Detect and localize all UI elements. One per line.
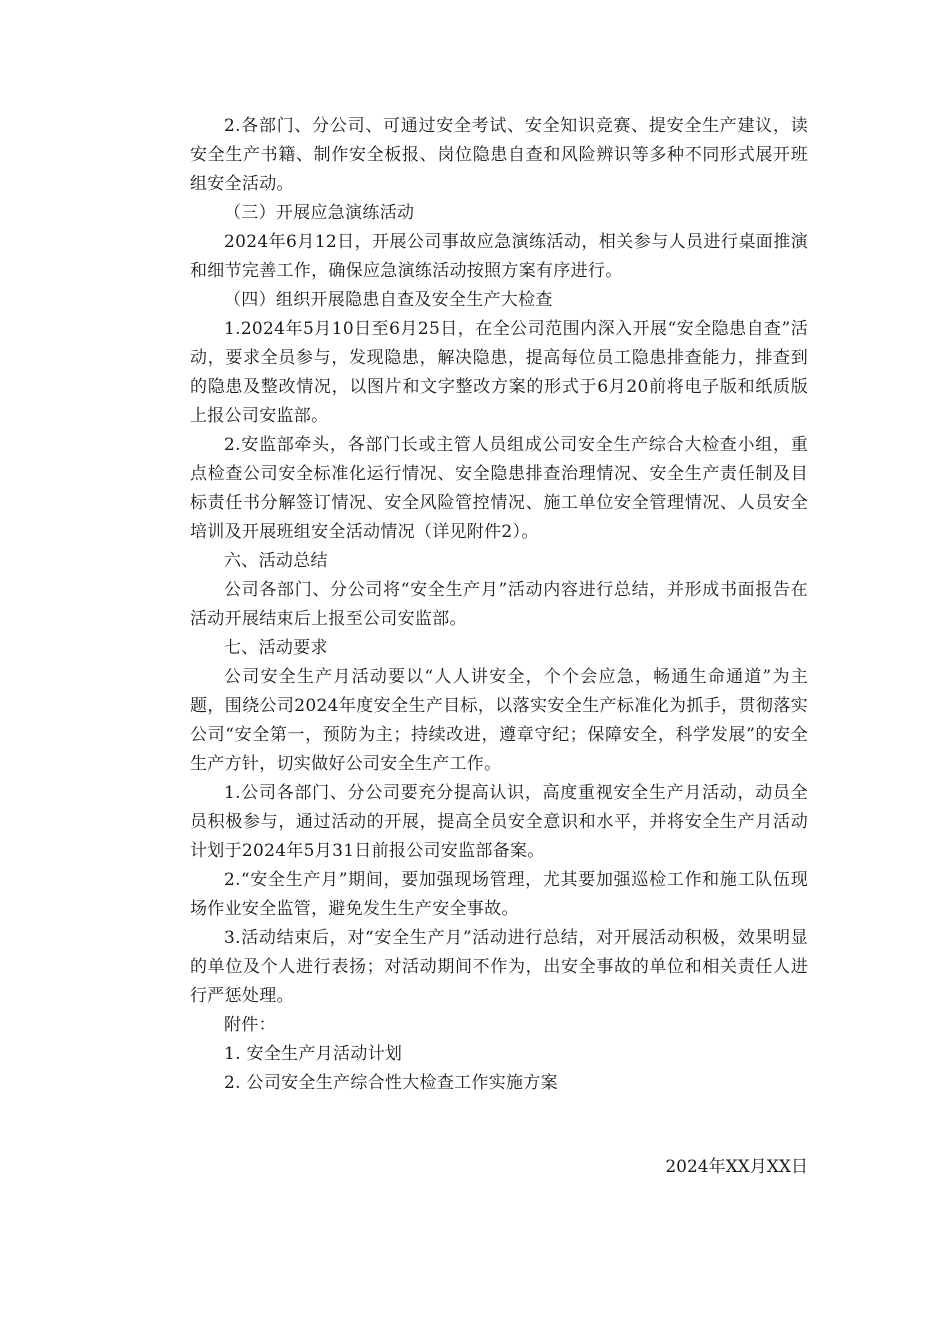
attachment-item-1: 1. 安全生产月活动计划 [224, 1044, 403, 1064]
heading-activity-requirements: 七、活动要求 [224, 638, 328, 658]
attachments-label: 附件： [224, 1015, 276, 1035]
paragraph-requirement-3: 3.活动结束后，对“安全生产月”活动进行总结，对开展活动积极，效果明显的单位及个人进行表扬；对活动期间不作为，出安全事故的单位和相关责任人进行严惩处理。 [190, 928, 808, 1006]
heading-hazard-inspection: （四）组织开展隐患自查及安全生产大检查 [224, 290, 553, 310]
heading-activity-summary: 六、活动总结 [224, 551, 328, 571]
paragraph-requirement-2: 2.“安全生产月”期间，要加强现场管理，尤其要加强巡检工作和施工队伍现场作业安全监管，避免发生生产安全事故。 [190, 870, 808, 919]
heading-emergency-drill: （三）开展应急演练活动 [224, 203, 415, 223]
paragraph-requirement-1: 1.公司各部门、分公司要充分提高认识，高度重视安全生产月活动，动员全员积极参与，通过活动的开展，提高全员安全意识和水平，并将安全生产月活动计划于2024年5月31日前报公司安监部备案。 [190, 783, 808, 861]
paragraph-theme: 公司安全生产月活动要以“人人讲安全，个个会应急，畅通生命通道”为主题，围绕公司2024年度安全生产目标，以落实安全生产标准化为抓手，贯彻落实公司“安全第一，预防为主；持续改进，遵章守纪；保障安全，科学发展”的安全生产方针，切实做好公司安全生产工作。 [190, 667, 808, 774]
paragraph-activity-summary: 公司各部门、分公司将“安全生产月”活动内容进行总结，并形成书面报告在活动开展结束后上报至公司安监部。 [190, 580, 808, 629]
paragraph-comprehensive-inspection: 2.安监部牵头，各部门长或主管人员组成公司安全生产综合大检查小组，重点检查公司安全标准化运行情况、安全隐患排查治理情况、安全生产责任制及目标责任书分解签订情况、安全风险管控情况、施工单位安全管理情况、人员安全培训及开展班组安全活动情况（详见附件2）。 [190, 435, 808, 542]
paragraph-emergency-drill: 2024年6月12日，开展公司事故应急演练活动，相关参与人员进行桌面推演和细节完善工作，确保应急演练活动按照方案有序进行。 [190, 232, 808, 281]
attachment-item-2: 2. 公司安全生产综合性大检查工作实施方案 [224, 1073, 558, 1093]
paragraph-hazard-selfcheck: 1.2024年5月10日至6月25日，在全公司范围内深入开展“安全隐患自查”活动，要求全员参与，发现隐患，解决隐患，提高每位员工隐患排查能力，排查到的隐患及整改情况，以图片和文字整改方案的形式于6月20前将电子版和纸质版上报公司安监部。 [190, 319, 808, 426]
document-body [190, 112, 808, 1098]
paragraph-activity-forms: 2.各部门、分公司、可通过安全考试、安全知识竞赛、提安全生产建议，读安全生产书籍、制作安全板报、岗位隐患自查和风险辨识等多种不同形式展开班组安全活动。 [190, 116, 808, 194]
document-date: 2024年XX月XX日 [665, 1157, 808, 1177]
